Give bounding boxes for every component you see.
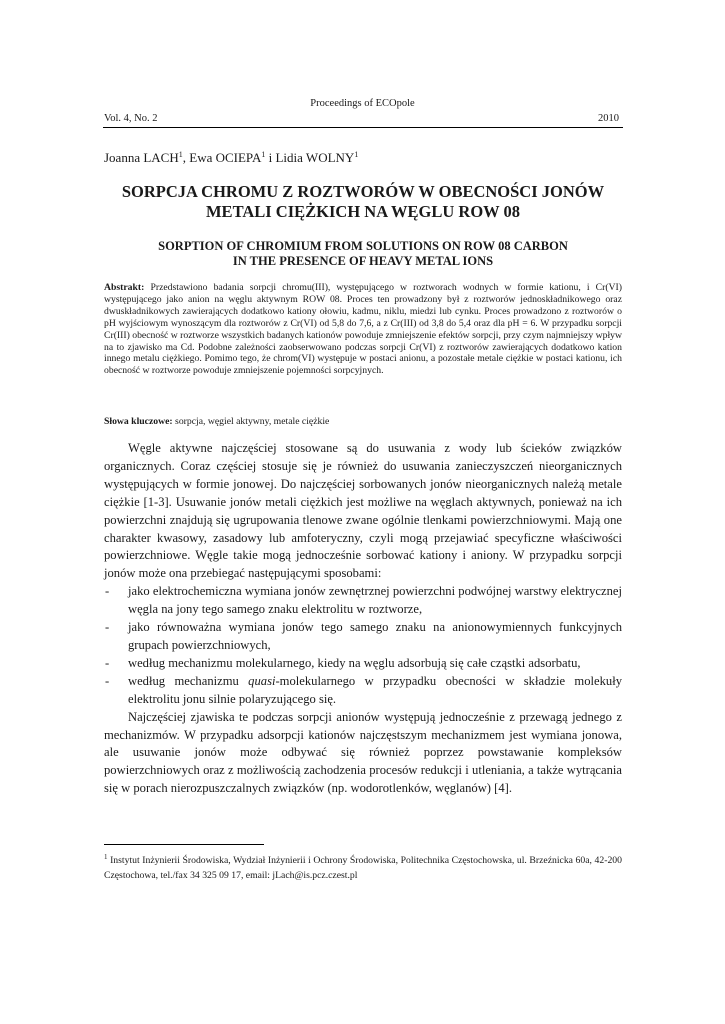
- list-item: [104, 583, 622, 619]
- list-item-text: jako równoważna wymiana jonów tego samego znaku na anionowymiennych funkcyjnych grupach powierzchniowych,: [128, 620, 622, 652]
- main-body: [104, 440, 622, 798]
- author-separator: i: [265, 150, 276, 165]
- list-item: [104, 655, 622, 673]
- list-dash: -: [105, 584, 110, 599]
- author-name: Lidia WOLNY: [275, 150, 355, 165]
- list-item-text: jako elektrochemiczna wymiana jonów zewnętrznej powierzchni podwójnej warstwy elektrycznej węgla na jony tego samego znaku elektrolitu w roztworze,: [128, 584, 622, 617]
- footnote-text: Instytut Inżynierii Środowiska, Wydział Inżynierii i Ochrony Środowiska, Politechnika Częstochowska, ul. Brzeźnicka 60a, 42-200 Częstochowa, tel./fax 34 325 09 17, email: jLach@is.pcz.czest.pl: [104, 855, 622, 881]
- abstract: [104, 282, 622, 377]
- list-item: [104, 673, 622, 709]
- title-english: [104, 239, 622, 269]
- affiliation-mark: 1: [354, 150, 359, 159]
- publication-year: 2010: [598, 113, 619, 124]
- body-paragraph: Najczęściej zjawiska te podczas sorpcji anionów występują jednocześnie z przewagą jednego z mechanizmów. W przypadku adsorpcji kationów najczęstszym mechanizmem jest wymiana jonowa, ale usuwanie jonów może odbywać się również poprzez powstawanie kompleksów powierzchniowych oraz z możliwością zachodzenia procesów redukcji i utleniania, a także wytrącania się w porach nierozpuszczalnych związków (np. wodorotlenków, węglanów) [4].: [104, 709, 622, 796]
- body-paragraph: Węgle aktywne najczęściej stosowane są do usuwania z wody lub ścieków związków organicznych. Coraz częściej stosuje się je również do usuwania zanieczyszczeń nieorganicznych występujących w formie jonowej. Do najczęściej sorbowanych jonów nieorganicznych należą metale ciężkie [1-3]. Usuwanie jonów metali ciężkich jest możliwe na węglach aktywnych, ponieważ na ich powierzchni znajdują się ugrupowania tlenowe zwane ogólnie tlenkami powierzchniowymi. Mają one charakter kwasowy, zasadowy lub amfoteryczny, czyli mogą przejawiać specyficzne właściwości powierzchniowe. Węgle takie mogą jednocześnie sorbować kationy i aniony. W przypadku sorpcji jonów może ona przebiegać następującymi sposobami:: [104, 441, 622, 581]
- list-dash: -: [105, 673, 110, 688]
- footnote-mark: 1: [104, 853, 108, 861]
- abstract-label: Abstrakt:: [104, 282, 145, 293]
- volume-number: Vol. 4, No. 2: [104, 113, 158, 124]
- author-list: [104, 150, 358, 166]
- affiliation-mark: 1: [178, 150, 183, 159]
- mechanism-list: [104, 583, 622, 708]
- footnote-rule: [104, 844, 264, 845]
- author-separator: ,: [182, 150, 190, 165]
- title-polish-line: SORPCJA CHROMU Z ROZTWORÓW W OBECNOŚCI JONÓW: [121, 182, 605, 201]
- list-dash: -: [105, 620, 110, 635]
- footnote: [104, 853, 622, 883]
- list-item-text: według mechanizmu molekularnego, kiedy na węglu adsorbują się całe cząstki adsorbatu,: [128, 655, 581, 670]
- keywords: [104, 416, 622, 427]
- journal-name: Proceedings of ECOpole: [310, 98, 415, 109]
- title-polish: [104, 182, 622, 222]
- list-item-text: według mechanizmu: [128, 673, 249, 688]
- header-rule: [103, 127, 623, 128]
- list-item-text: -molekularnego w przypadku obecności w składzie molekuły elektrolitu jonu silnie polaryzującego się.: [128, 673, 622, 706]
- title-polish-line: METALI CIĘŻKICH NA WĘGLU ROW 08: [205, 202, 520, 221]
- title-english-line: IN THE PRESENCE OF HEAVY METAL IONS: [232, 254, 494, 268]
- author-name: Ewa OCIEPA: [189, 150, 262, 165]
- list-item-emphasis: quasi: [248, 673, 276, 688]
- title-english-line: SORPTION OF CHROMIUM FROM SOLUTIONS ON ROW 08 CARBON: [158, 239, 568, 253]
- keywords-label: Słowa kluczowe:: [104, 416, 173, 427]
- affiliation-mark: 1: [261, 150, 266, 159]
- abstract-text: Przedstawiono badania sorpcji chromu(III), występującego w roztworach wodnych w formie kationu, i Cr(VI) występującego jako anion na węglu aktywnym ROW 08. Proces ten prowadzony był z roztworów jednoskładnikowego oraz dwuskładnikowych zawierających dodatkowo kationy ołowiu, kadmu, niklu, miedzi lub cynku. Proces prowadzono z roztworów o pH wyjściowym wynoszącym dla roztworów z Cr(VI) od 5,8 do 7,6, a z Cr(III) od 3,8 do 5,4 oraz dla pH = 6. W przypadku sorpcji Cr(III) obecność w roztworze wszystkich badanych kationów powoduje zmniejszenie efektów sorpcji, przy czym najmniejszy wpływ na to zjawisko ma Cd. Podobne zależności zaobserwowano podczas sorpcji Cr(VI) z roztworów zawierających dodatkowo kation innego metalu ciężkiego. Pomimo tego, że chrom(VI) występuje w postaci anionu, a pozostałe metale ciężkie w postaci kationu, ich obecność w roztworze powoduje zmniejszenie pojemności sorpcyjnych.: [104, 282, 623, 377]
- keywords-text: sorpcja, węgiel aktywny, metale ciężkie: [175, 416, 330, 427]
- author-name: Joanna LACH: [104, 150, 179, 165]
- list-item: [104, 619, 622, 655]
- list-dash: -: [105, 655, 110, 670]
